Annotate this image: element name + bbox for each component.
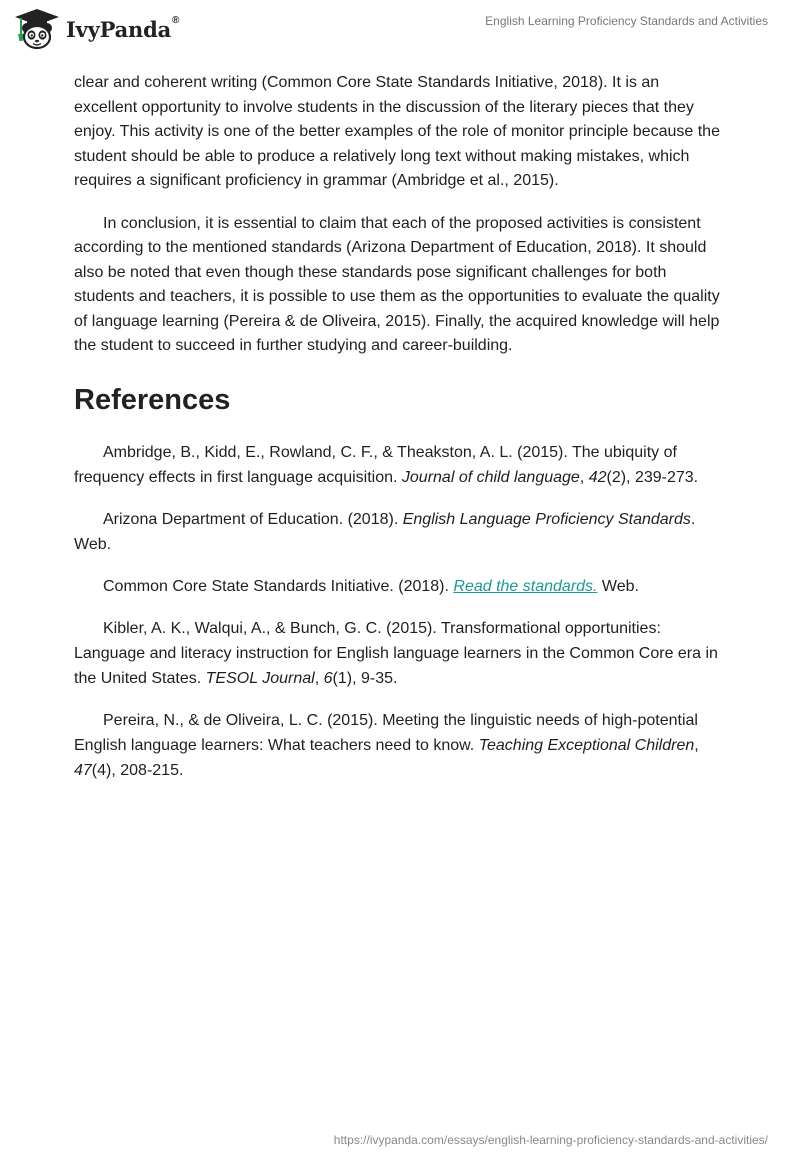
reference-item-pereira: Pereira, N., & de Oliveira, L. C. (2015). Meeting the linguistic needs of high-potential English language learners: What teachers need to know. Teaching Exceptional Children, 47(4), 208-215. xyxy=(74,711,699,779)
reference-item-ambridge: Ambridge, B., Kidd, E., Rowland, C. F., & Theakston, A. L. (2015). The ubiquity of frequency effects in first language acquisition. Journal of child language, 42(2), 239-273. xyxy=(74,443,699,486)
footer-url: https://ivypanda.com/essays/english-learning-proficiency-standards-and-activities/ xyxy=(333,1133,768,1147)
reference-item-arizona: Arizona Department of Education. (2018). English Language Proficiency Standards. Web. xyxy=(74,510,696,553)
essay-content xyxy=(74,71,726,800)
reference-item-common-core: Common Core State Standards Initiative. (2018). Read the standards. Web. xyxy=(103,577,639,595)
references-heading: References xyxy=(74,383,231,416)
logo-text: IvyPanda® xyxy=(66,14,180,42)
reference-item-kibler: Kibler, A. K., Walqui, A., & Bunch, G. C. (2015). Transformational opportunities: Language and literacy instruction for English language learners in the Common Core era in the United States. TESOL Journal, 6(1), 9-35. xyxy=(74,619,718,687)
panda-graduate-icon xyxy=(14,8,60,50)
ivypanda-logo[interactable] xyxy=(14,8,179,50)
read-the-standards-link[interactable]: Read the standards. xyxy=(453,577,598,595)
document-title: English Learning Proficiency Standards and Activities xyxy=(485,14,768,28)
body-paragraph-continued: clear and coherent writing (Common Core State Standards Initiative, 2018). It is an excellent opportunity to involve students in the discussion of the literary pieces that they enjoy. This activity is one of the better examples of the role of monitor principle because the student should be able to produce a relatively long text without making mistakes, which requires a significant proficiency in grammar (Ambridge et al., 2015). xyxy=(74,74,720,189)
body-paragraph-conclusion: In conclusion, it is essential to claim that each of the proposed activities is consistent according to the mentioned standards (Arizona Department of Education, 2018). It should also be noted that even though these standards pose significant challenges for both students and teachers, it is possible to use them as the opportunities to evaluate the quality of language learning (Pereira & de Oliveira, 2015). Finally, the acquired knowledge will help the student to succeed in further studying and career-building. xyxy=(74,214,720,354)
page-header xyxy=(0,0,800,60)
